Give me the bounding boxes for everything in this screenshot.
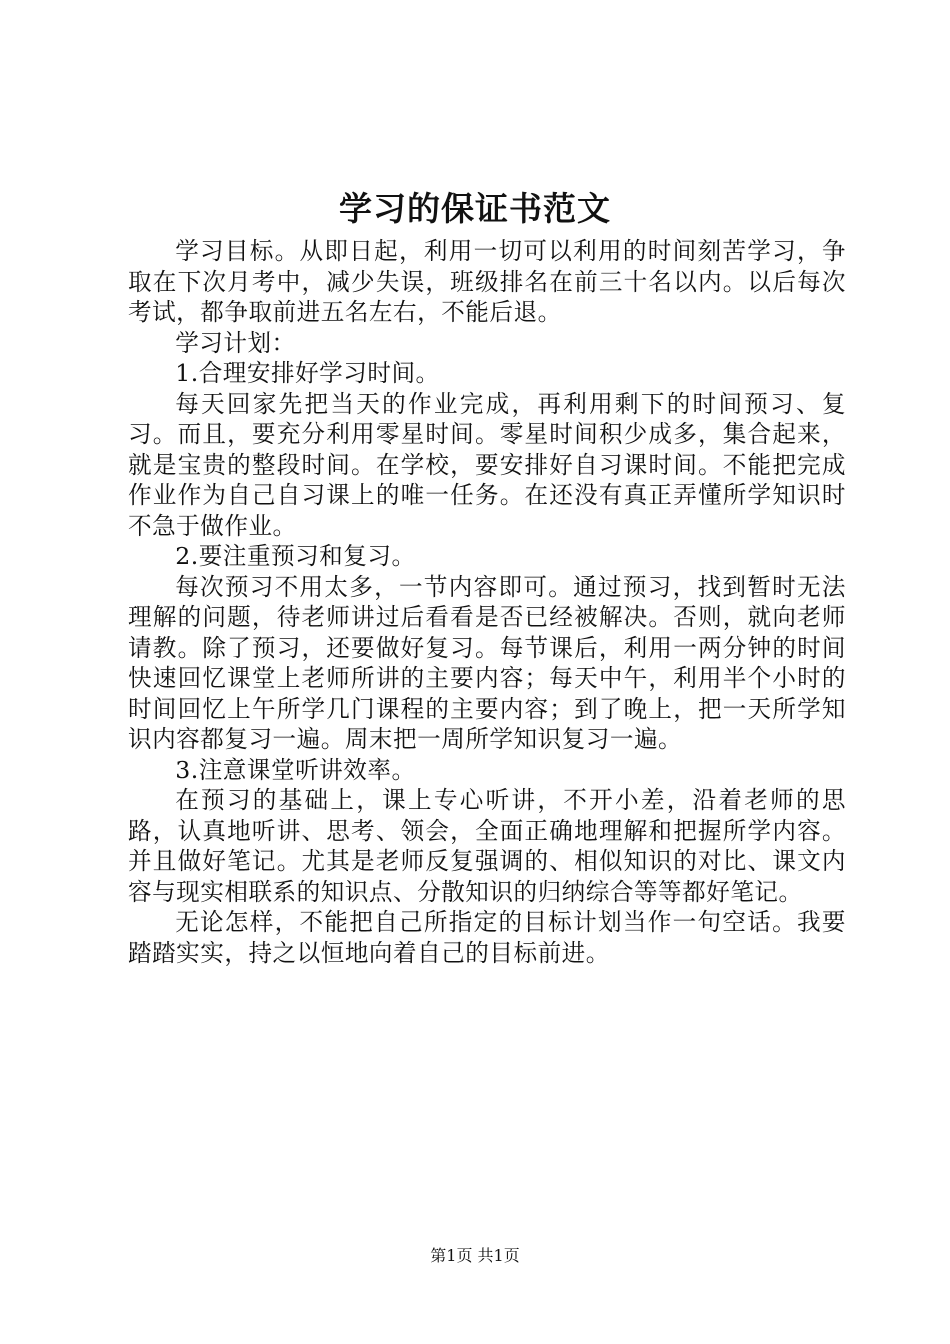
paragraph-item-3-body: 在预习的基础上，课上专心听讲，不开小差，沿着老师的思路，认真地听讲、思考、领会，全面正确地理解和把握所学内容。并且做好笔记。尤其是老师反复强调的、相似知识的对比、课文内容与现实相联系的知识点、分散知识的归纳综合等等都好笔记。 bbox=[128, 786, 846, 906]
page-number-footer: 第1页 共1页 bbox=[430, 1246, 520, 1265]
paragraph-plan-heading: 学习计划： bbox=[175, 328, 296, 357]
paragraph-item-2-body: 每次预习不用太多，一节内容即可。通过预习，找到暂时无法理解的问题，待老师讲过后看看是否已经被解决。否则，就向老师请教。除了预习，还要做好复习。每节课后，利用一两分钟的时间快速回忆课堂上老师所讲的主要内容；每天中午，利用半个小时的时间回忆上午所学几门课程的主要内容；到了晚上，把一天所学知识内容都复习一遍。周末把一周所学知识复习一遍。 bbox=[128, 572, 846, 753]
paragraph-goal: 学习目标。从即日起，利用一切可以利用的时间刻苦学习，争取在下次月考中，减少失误，班级排名在前三十名以内。以后每次考试，都争取前进五名左右，不能后退。 bbox=[128, 237, 846, 326]
paragraph-conclusion: 无论怎样，不能把自己所指定的目标计划当作一句空话。我要踏踏实实，持之以恒地向着自己的目标前进。 bbox=[128, 908, 846, 967]
paragraph-item-1-body: 每天回家先把当天的作业完成，再利用剩下的时间预习、复习。而且，要充分利用零星时间。零星时间积少成多，集合起来，就是宝贵的整段时间。在学校，要安排好自习课时间。不能把完成作业作为自己自习课上的唯一任务。在还没有真正弄懂所学知识时不急于做作业。 bbox=[128, 389, 846, 540]
paragraph-item-2-heading: 2.要注重预习和复习。 bbox=[175, 542, 416, 570]
document-body bbox=[128, 236, 846, 968]
document-title: 学习的保证书范文 bbox=[339, 189, 611, 228]
paragraph-item-1-heading: 1.合理安排好学习时间。 bbox=[175, 359, 440, 387]
paragraph-item-3-heading: 3.注意课堂听讲效率。 bbox=[175, 755, 416, 784]
